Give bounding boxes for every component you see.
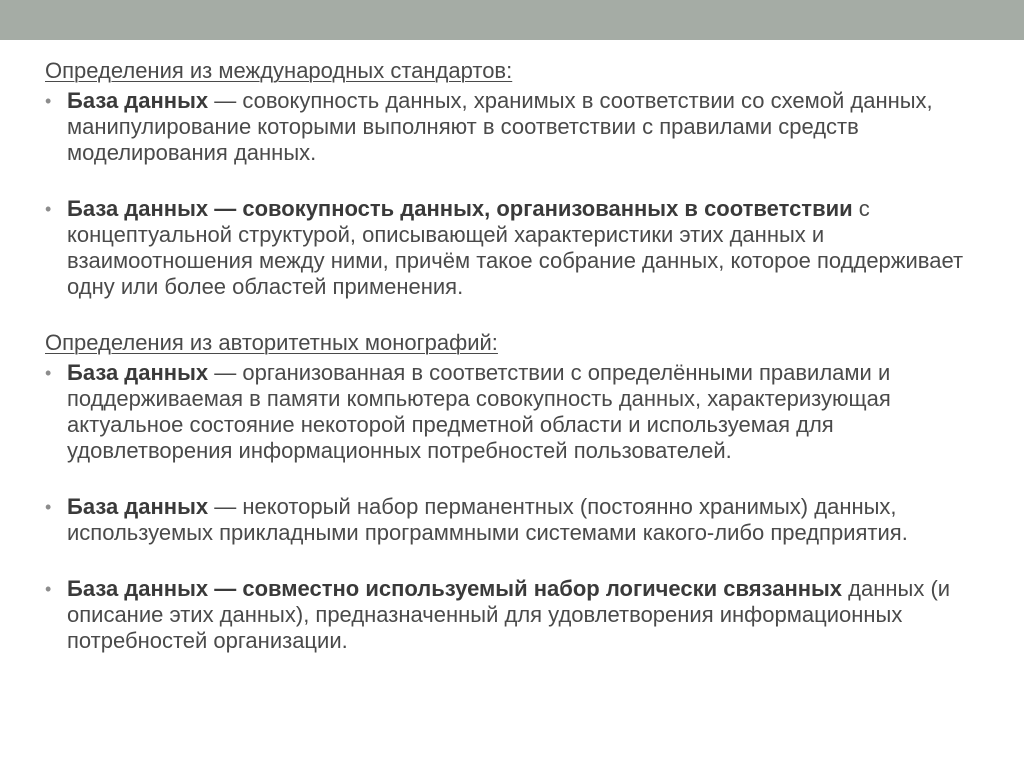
dash: — (208, 494, 243, 519)
definition-text: данных (и описание этих данных), предназначенный для удовлетворения информационных потребностей организации. (67, 576, 951, 653)
definitions-list-monographs (45, 360, 995, 654)
list-item (45, 196, 995, 300)
term: База данных (67, 576, 209, 601)
bullet-icon: • (45, 199, 52, 219)
list-item (45, 88, 995, 166)
term: База данных (67, 88, 209, 113)
definition-bold-text: совместно используемый набор логически связанных (242, 576, 843, 601)
definition-text: организованная в соответствии с определёнными правилами и поддерживаемая в памяти компьютера совокупность данных, характеризующая актуальное состояние некоторой предметной области и используемая для удовлетворения информационных потребностей пользователей. (67, 360, 891, 463)
list-item (45, 576, 995, 654)
section-heading-standards: Определения из международных стандартов: (45, 58, 513, 83)
bullet-icon: • (45, 91, 52, 111)
definition-bold-text: совокупность данных, организованных в соответствии (242, 196, 853, 221)
bullet-icon: • (45, 579, 52, 599)
dash: — (208, 360, 243, 385)
definitions-list-standards (45, 88, 995, 300)
top-bar (0, 0, 1024, 40)
bullet-icon: • (45, 497, 52, 517)
dash: — (208, 576, 243, 601)
definition-text: совокупность данных, хранимых в соответствии со схемой данных, манипулирование которыми выполняют в соответствии с правилами средств моделирования данных. (67, 88, 933, 165)
bullet-icon: • (45, 363, 52, 383)
list-item (45, 360, 995, 464)
term: База данных (67, 360, 209, 385)
term: База данных (67, 196, 209, 221)
slide-content (45, 58, 995, 654)
list-item (45, 494, 995, 546)
section-heading-monographs: Определения из авторитетных монографий: (45, 330, 498, 355)
definition-text: некоторый набор перманентных (постоянно хранимых) данных, используемых прикладными программными системами какого-либо предприятия. (67, 494, 908, 545)
term: База данных (67, 494, 209, 519)
dash: — (208, 88, 243, 113)
definition-text: с концептуальной структурой, описывающей характеристики этих данных и взаимоотношения между ними, причём такое собрание данных, которое поддерживает одну или более областей применения. (67, 196, 964, 299)
dash: — (208, 196, 243, 221)
